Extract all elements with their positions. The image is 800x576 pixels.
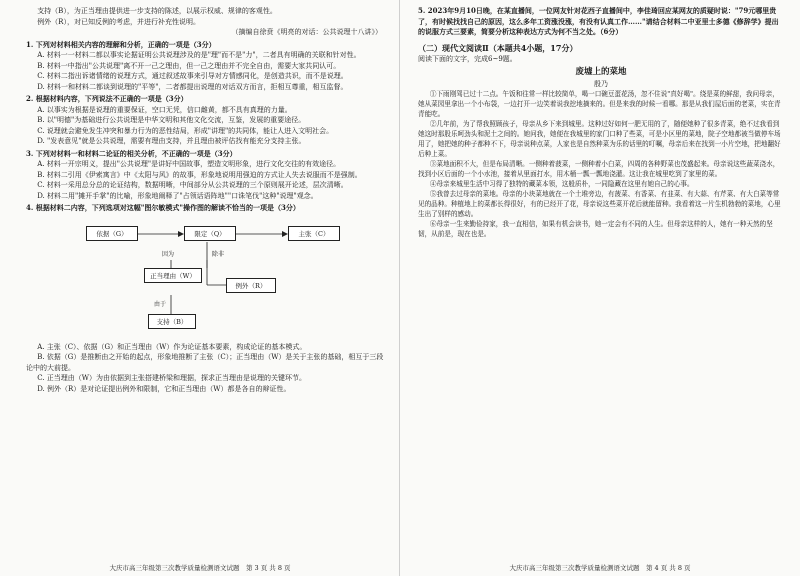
passage-paragraph-3: ③菜地面积不大，但是布局清晰。一侧种着菠菜，一侧种着小白菜，四周的各种野菜也茂盛起来。母亲说这些蔬菜浇水，找到小区后面的一个小水池，接着从里面打水，用木桶一瓢一瓢地浇灌。这让我在城里吃到了家里的菜。 bbox=[418, 160, 780, 179]
question-3-stem: 3. 下列对材料一和材料二论证的相关分析，不正确的一项是（3分） bbox=[26, 148, 237, 158]
left-page-footer: 大庆市高三年级第三次教学质量检测语文试题 第 3 页 共 8 页 bbox=[109, 564, 291, 573]
since-label: 由于 bbox=[154, 300, 167, 308]
unless-label: 除非 bbox=[212, 250, 225, 258]
q3-option-a: A. 材料一开宗明义，提出"公共说理"是讲好中国故事，塑造文明形象，进行文化交往的有效途径。 bbox=[37, 160, 341, 168]
toulmin-diagram bbox=[86, 220, 386, 338]
right-page bbox=[400, 0, 800, 576]
q2-option-d: D. "发表意见"就是公共说理，需要有理由支持，并且理由被评估找有能充分支持主张。 bbox=[37, 137, 306, 145]
q2-option-c: C. 说理就会避免发生冲突和暴力行为的恶性结局，形成"讲理"的共同体，能让人进入文明社会。 bbox=[37, 126, 334, 135]
passage-paragraph-4: ④母亲来城里生活中习得了独特的藏菜本领，这般质朴，一同隐藏在这里有她自己的心事。 bbox=[429, 180, 694, 189]
grounds-box: 依据（G） bbox=[86, 226, 138, 241]
reading-instruction: 阅读下面的文字，完成6~9题。 bbox=[418, 54, 517, 63]
because-label: 因为 bbox=[162, 250, 175, 258]
intro-line-2: 例外（R），对已知反例的考虑，并进行补充性说明。 bbox=[37, 17, 200, 26]
q4-option-c: C. 正当理由（W）为由依据到主张搭建桥梁和理据，探求正当理由是说理的关键环节。 bbox=[37, 374, 306, 382]
question-5: 5. 2023年9月10日晚，在某直播间，一位网友针对花西子直播间中，李佳琦回应某网友的质疑时说："79元哪里贵了，有时候找找自己的原因，这么多年工资涨没涨，有没有认真工作……"请结合材料二中亚里士多德《修辞学》提出的说服方式三要素，简要分析这种表达方式为何不当之处。（6分） bbox=[418, 6, 779, 36]
q1-option-d: D. 材料一和材料二都谈到说理的"平等"，二者都提出说理的对话双方而言，拒相互尊重，相互监督。 bbox=[37, 82, 348, 91]
q4-option-b: B. 依据（G）是推断由之开始的起点，形象地推断了主张（C）；正当理由（W）是关于主张的基础，相互于三段论中的大前提。 bbox=[26, 353, 384, 372]
passage-author: 殷乃 bbox=[594, 79, 608, 88]
passage-paragraph-6: ⑥母亲一生来勤俭持家，我一直相信，如果有机会读书，她一定会有不同的人生。但母亲这样的人，她有一种天然的坚韧，从前是，现在也是。 bbox=[418, 220, 773, 239]
q1-option-b: B. 材料一中指出"公共说理"离不开一己之理由，但一己之理由并不完全自由，需要大家共同认可。 bbox=[37, 61, 341, 70]
section-heading: （二）现代文阅读Ⅱ（本题共4小题，17分） bbox=[418, 42, 578, 53]
q1-option-c: C. 材料二指出诉诸情绪的说理方式，通过叙述故事来引导对方情感同化，是创造共识，而不是说理。 bbox=[37, 72, 348, 80]
backing-box: 支持（B） bbox=[148, 314, 196, 329]
passage-paragraph-1: ①下雨刚驾已过十二点。午饭和往常一样比较简单，喝一口碗豆蛋花汤，忽不住说"真好喝"。绕是菜的鲜甜，我问母亲，她从菜园里拿出一个小布袋，一边打开一边笑着说我挖地摘来的。但是来我的时候一看哪。那是从我们屋后面的老菜，实在青青能吃。 bbox=[418, 90, 781, 119]
question-1-stem: 1. 下列对材料相关内容的理解和分析，正确的一项是（3分） bbox=[26, 39, 216, 49]
right-page-footer: 大庆市高三年级第三次教学质量检测语文试题 第 4 页 共 8 页 bbox=[509, 564, 691, 573]
question-2-stem: 2. 根据材料内容，下列说法不正确的一项是（3分） bbox=[26, 94, 188, 103]
intro-line-1: 支持（B），为正当理由提供进一步支持的陈述，以展示权威、规律的客观性。 bbox=[37, 7, 277, 15]
qualifier-box: 限定（Q） bbox=[184, 226, 236, 241]
source-citation: （摘编自徐贲《明亮的对话：公共说理十八讲》） bbox=[231, 28, 382, 36]
q2-option-a: A. 以事实为根据是说理的重要保证，空口无凭，信口雌黄，都不具有真理的力量。 bbox=[37, 105, 292, 114]
claim-box: 主张（C） bbox=[288, 226, 340, 241]
passage-paragraph-2: ②几年前，为了帮我照顾孩子，母亲从乡下来到城里。这种过好如何一肥无用的了，随便她种了很多青菜，绝不过我看到她这时那股乐呵劲头和泥土之间的。她问我，她便在我城里的家门口种了些菜，可是小区里的菜地，院子空地都被当做停车场用了，她把她的种子都种不下，母亲说种点菜，人家也是自然种菜为乐的话里的叮嘱，母亲后来在找到一小片空地，把地翻好后种上菜。 bbox=[418, 120, 781, 159]
q3-option-d: D. 材料二用"摊开手掌"的比喻，形象地阐释了"占领话语阵地""口诛笔伐"这种"说理"观念。 bbox=[37, 191, 318, 200]
q2-option-b: B. 以"明德"为基础进行公共说理是中华文明和其他文化交流，互鉴，发展的重要途径。 bbox=[37, 116, 306, 124]
warrant-box: 正当理由（W） bbox=[144, 268, 202, 283]
passage-paragraph-5: ⑤我曾去过母亲的菜地。母亲的小块菜地就在一个土堆旁边，有菠菜、有香菜、有韭菜、有大蒜、有芹菜、有大白菜等常见的品种。种植地上的菜都长得很好，有的已经开了花，母亲说这些菜开花后就能留种。我看着这一片生机勃勃的菜地，心里生出了别样的感动。 bbox=[418, 190, 781, 219]
q4-option-d: D. 例外（R）是对论证提出例外和限制，它和正当理由（W）都是各自的辩证性。 bbox=[37, 384, 291, 393]
passage-title: 废墟上的菜地 bbox=[575, 67, 627, 77]
q3-option-c: C. 材料一采用总分总的论证结构，数据明晰，中间部分从公共说理的三个原则展开论述，层次清晰。 bbox=[37, 181, 348, 189]
question-4-stem: 4. 根据材料二内容，下列选项对这幅"图尔敏模式"操作图的解读不恰当的一项是（3分） bbox=[26, 203, 300, 212]
rebuttal-box: 例外（R） bbox=[226, 278, 276, 293]
q4-option-a: A. 主张（C）、依据（G）和正当理由（W）作为论证基本要素，构成论证的基本模式。 bbox=[37, 342, 307, 351]
q3-option-b: B. 材料二引用《伊索寓言》中《太阳与风》的故事，形象地说明用强迫的方式让人失去说服而不是强制。 bbox=[37, 170, 362, 179]
q1-option-a: A. 材料一一材料二都以事实论据证明公共说理涉及的是"理"而不是"力"，二者具有明确的关联和针对性。 bbox=[37, 51, 361, 59]
